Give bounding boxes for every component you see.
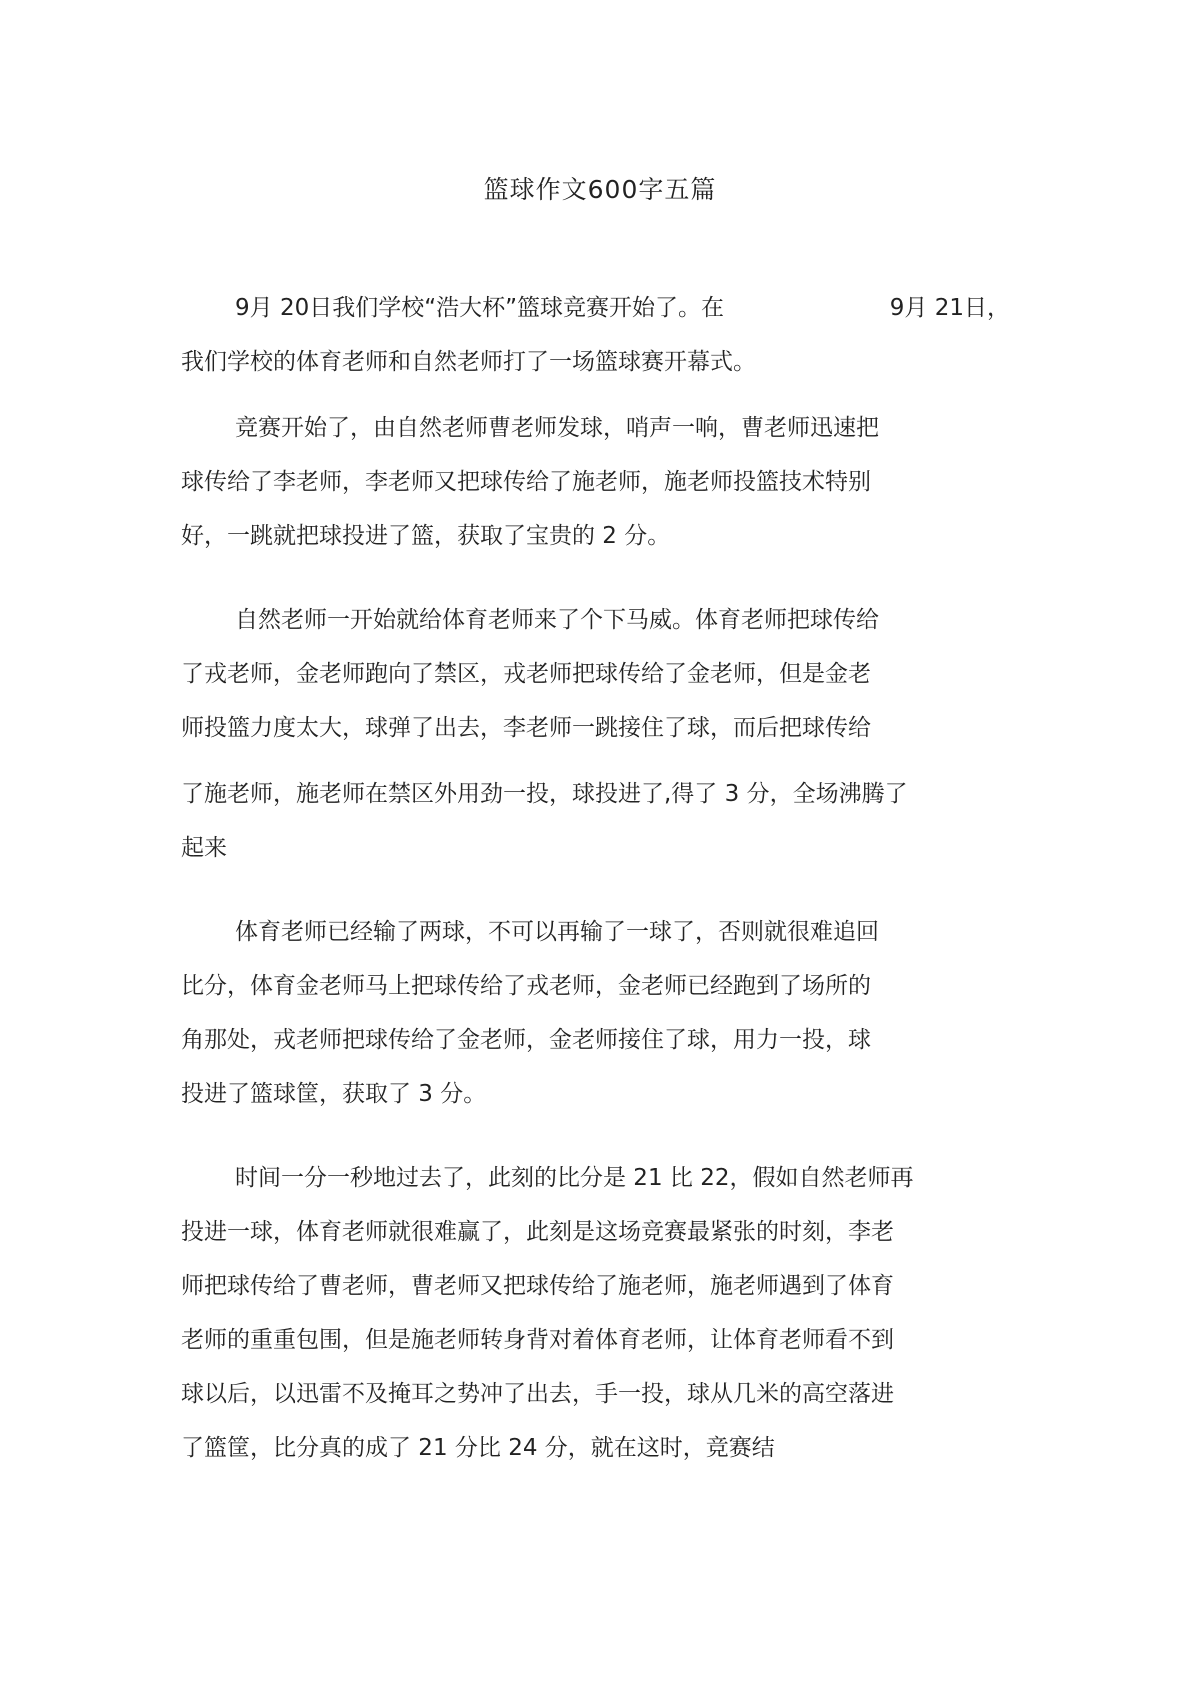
paragraph-line: 时间一分一秒地过去了，此刻的比分是 21 比 22，假如自然老师再: [235, 1165, 914, 1191]
paragraph-line: 了篮筐，比分真的成了 21 分比 24 分，就在这时，竞赛结: [181, 1435, 775, 1461]
line-segment: 9月 21日，: [889, 295, 1010, 321]
paragraph-line: 老师的重重包围，但是施老师转身背对着体育老师，让体育老师看不到: [181, 1327, 894, 1353]
split-line: [235, 281, 1010, 335]
paragraph-line: 竞赛开始了，由自然老师曹老师发球，哨声一响，曹老师迅速把: [235, 415, 879, 441]
paragraph-line: 好，一跳就把球投进了篮，获取了宝贵的 2 分。: [181, 523, 671, 549]
paragraph-line: 师把球传给了曹老师，曹老师又把球传给了施老师，施老师遇到了体育: [181, 1273, 894, 1299]
paragraph-line: 了施老师，施老师在禁区外用劲一投，球投进了,得了 3 分，全场沸腾了: [181, 781, 908, 807]
paragraph: [181, 1151, 1011, 1475]
document-title: 篮球作文600字五篇: [483, 175, 717, 204]
paragraph-line: 师投篮力度太大，球弹了出去，李老师一跳接住了球，而后把球传给: [181, 715, 871, 741]
paragraph: [181, 593, 1011, 755]
paragraph-line: 体育老师已经输了两球，不可以再输了一球了，否则就很难追回: [235, 919, 879, 945]
paragraph-line: 球以后，以迅雷不及掩耳之势冲了出去，手一投，球从几米的高空落进: [181, 1381, 894, 1407]
paragraph-line: 我们学校的体育老师和自然老师打了一场篮球赛开幕式。: [181, 349, 756, 375]
paragraph: [181, 281, 1011, 389]
line-segment: 9月 20日我们学校“浩大杯”篮球竞赛开始了。在: [235, 295, 725, 321]
paragraph: [181, 767, 1011, 875]
paragraph-line: 角那处，戎老师把球传给了金老师，金老师接住了球，用力一投，球: [181, 1027, 871, 1053]
paragraph-line: 自然老师一开始就给体育老师来了个下马威。体育老师把球传给: [235, 607, 879, 633]
paragraph-line: 投进了篮球筐，获取了 3 分。: [181, 1081, 487, 1107]
paragraph-line: 了戎老师，金老师跑向了禁区，戎老师把球传给了金老师，但是金老: [181, 661, 871, 687]
paragraph-line: 起来: [181, 835, 227, 861]
paragraph: [181, 905, 1011, 1121]
paragraph-line: 球传给了李老师，李老师又把球传给了施老师，施老师投篮技术特别: [181, 469, 871, 495]
paragraph-line: 比分，体育金老师马上把球传给了戎老师，金老师已经跑到了场所的: [181, 973, 871, 999]
paragraph-line: 投进一球，体育老师就很难赢了，此刻是这场竞赛最紧张的时刻，李老: [181, 1219, 894, 1245]
paragraph-line: [181, 281, 1011, 335]
paragraph: [181, 401, 1011, 563]
document-body: [181, 281, 1011, 1475]
